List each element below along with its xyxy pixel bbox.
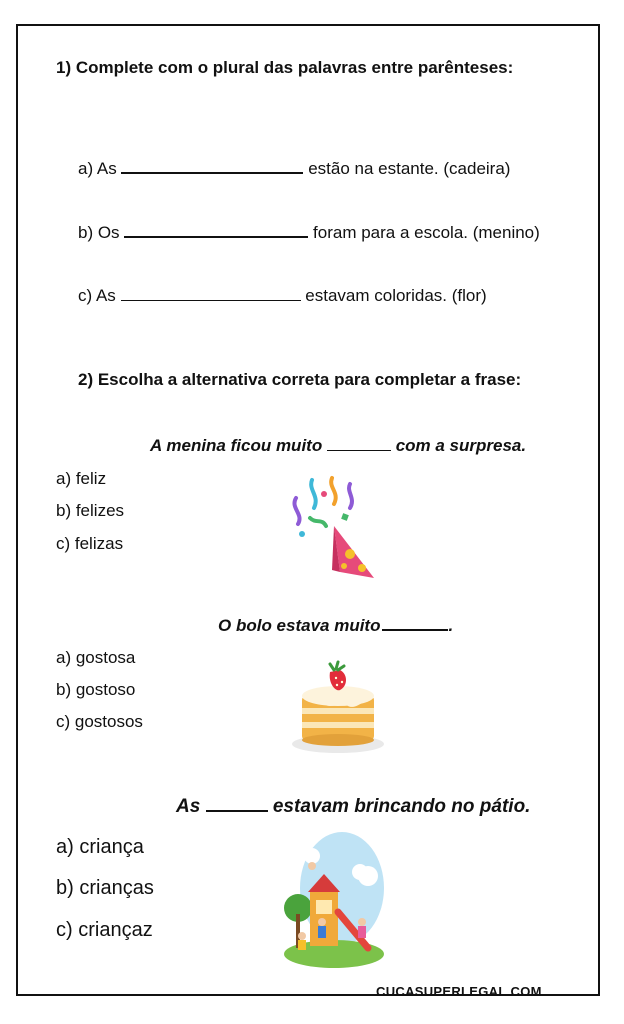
footer-rule-right	[560, 994, 600, 996]
q1-item-b-prefix: b) Os	[78, 223, 120, 242]
q2-sentence-1-before: A menina ficou muito	[150, 436, 323, 455]
q1-item-b-suffix: foram para a escola. (menino)	[313, 223, 540, 242]
q2-b2-option-c: c) gostosos	[56, 712, 143, 731]
q1-item-c-suffix: estavam coloridas. (flor)	[305, 286, 487, 305]
q2-b3-option-c: c) criançaz	[56, 919, 153, 941]
q1-item-c	[78, 286, 487, 306]
footer-site: CUCASUPERLEGAL.COM	[376, 984, 542, 999]
q2-b2-option-b: b) gostoso	[56, 680, 136, 699]
q2-sentence-1-blank	[327, 436, 391, 451]
cake-icon	[290, 656, 386, 756]
q1-item-b	[78, 222, 540, 243]
playground-icon	[282, 826, 386, 972]
footer-rule-left	[18, 994, 368, 996]
party-popper-icon	[288, 474, 380, 586]
q1-item-a-prefix: a) As	[78, 159, 117, 178]
q2-sentence-3-blank	[206, 796, 268, 812]
q2-sentence-2-before: O bolo estava muito	[218, 616, 381, 635]
q1-item-a-suffix: estão na estante. (cadeira)	[308, 159, 511, 178]
question-1-title: 1) Complete com o plural das palavras entre parênteses:	[56, 58, 514, 77]
q2-b3-option-b: b) crianças	[56, 877, 154, 899]
q2-b1-option-b: b) felizes	[56, 501, 125, 520]
q2-b3-option-a: a) criança	[56, 836, 144, 858]
q1-item-a	[78, 158, 510, 179]
q1-item-a-blank	[121, 158, 303, 174]
q1-item-c-blank	[121, 286, 301, 301]
q2-b2-option-a: a) gostosa	[56, 648, 136, 667]
q2-b1-option-c: c) felizas	[56, 534, 124, 553]
q1-item-c-prefix: c) As	[78, 286, 116, 305]
question-2-title: 2) Escolha a alternativa correta para completar a frase:	[78, 370, 522, 389]
q2-sentence-2-blank	[382, 615, 448, 631]
q1-item-b-blank	[124, 222, 308, 238]
q2-sentence-1	[150, 436, 526, 456]
q2-sentence-3-after: estavam brincando no pátio.	[272, 796, 531, 817]
q2-sentence-3	[176, 796, 530, 818]
q2-b1-option-a: a) feliz	[56, 469, 107, 488]
q2-sentence-1-after: com a surpresa.	[395, 436, 527, 455]
q2-sentence-3-before: As	[176, 796, 201, 817]
q2-sentence-2	[218, 615, 453, 636]
q2-sentence-2-after: .	[448, 616, 454, 635]
